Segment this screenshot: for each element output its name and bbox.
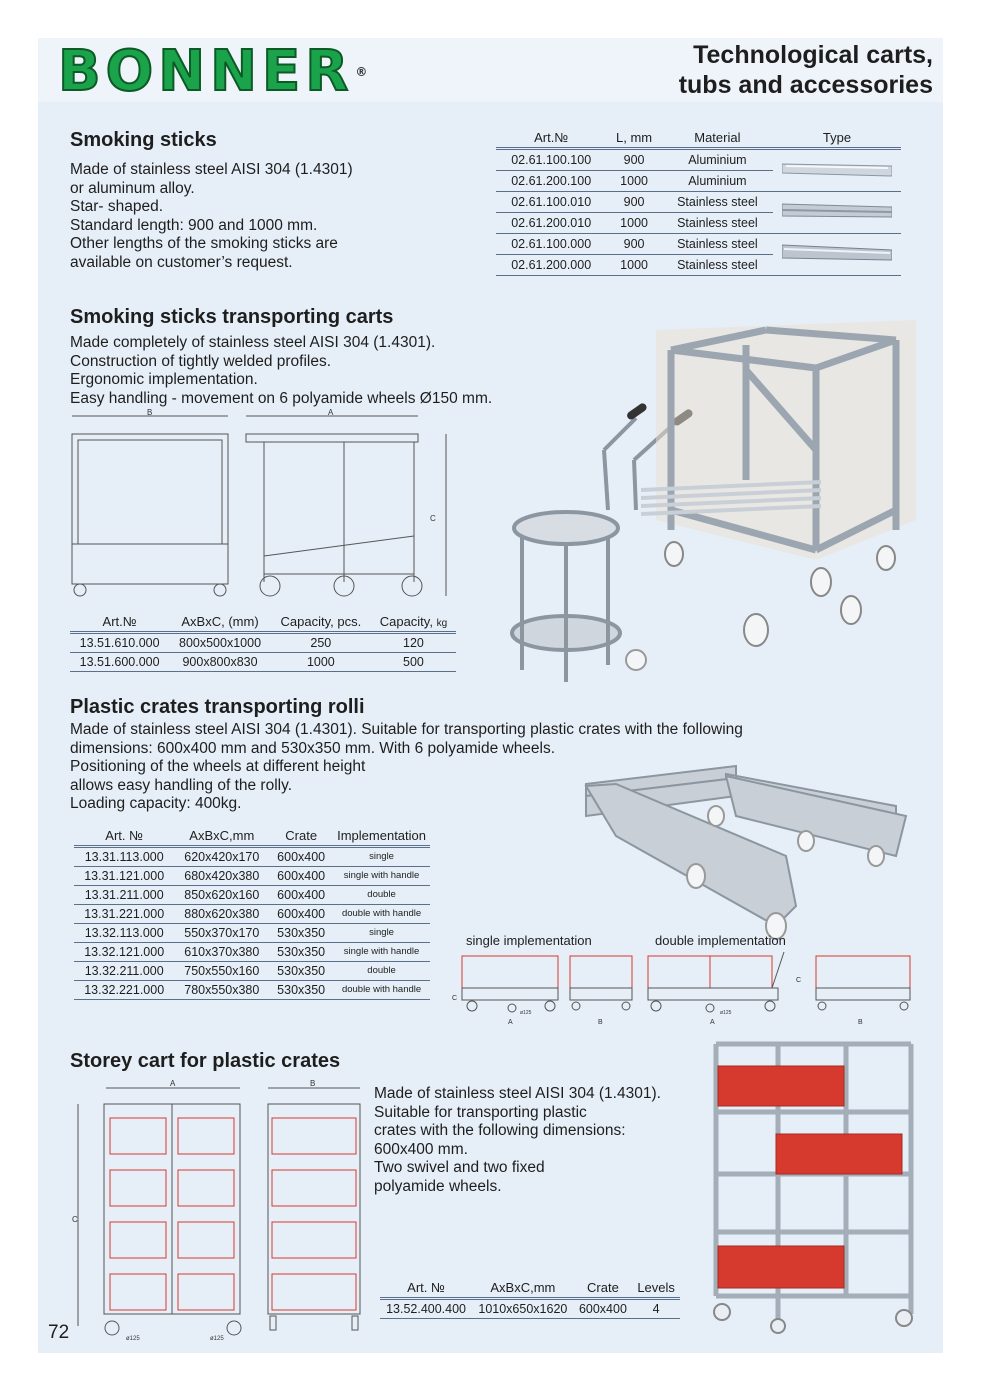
rolli-table — [74, 826, 430, 1000]
table-row: 02.61.100.100 900 Aluminium — [496, 149, 901, 171]
storey-cart-table — [380, 1278, 680, 1319]
table-header-row: Art. № AxBxC,mm Crate Implementation — [74, 826, 430, 847]
storey-cart-photo — [706, 1034, 916, 1334]
catalog-page — [38, 38, 943, 1353]
double-implementation-label: double implementation — [655, 933, 786, 948]
brand-logo: BONNER ® — [58, 39, 373, 104]
table-row: 13.51.600.000 900x800x830 1000 500 — [70, 653, 456, 672]
table-row: 13.32.221.000 780x550x380 530x350 double with handle — [74, 981, 430, 1000]
transport-carts-title: Smoking sticks transporting carts — [70, 306, 394, 328]
svg-text:ø125: ø125 — [520, 1010, 532, 1016]
smoking-sticks-table — [496, 128, 901, 276]
table-row: 13.31.211.000 850x620x160 600x400 double — [74, 886, 430, 905]
table-row: 13.31.121.000 680x420x380 600x400 single with handle — [74, 867, 430, 886]
table-row: 02.61.200.010 1000 Stainless steel — [496, 213, 901, 234]
col-length: L, mm — [606, 128, 661, 149]
table-row: 02.61.200.000 1000 Stainless steel — [496, 255, 901, 276]
table-row: 13.31.221.000 880x620x380 600x400 double with handle — [74, 905, 430, 924]
svg-text:C: C — [452, 995, 458, 1002]
transport-carts-photo — [476, 310, 936, 690]
header — [38, 38, 943, 102]
svg-text:C: C — [430, 514, 436, 523]
rolli-photo — [576, 756, 916, 956]
table-header-row: Art. № AxBxC,mm Crate Levels — [380, 1278, 680, 1299]
rolli-title: Plastic crates transporting rolli — [70, 696, 365, 718]
table-row: 02.61.100.000 900 Stainless steel — [496, 234, 901, 255]
storey-cart-drawing — [66, 1078, 366, 1346]
table-row: 13.52.400.400 1010x650x1620 600x400 4 — [380, 1299, 680, 1319]
svg-text:ø125: ø125 — [210, 1336, 224, 1342]
transport-carts-table — [70, 612, 456, 672]
table-row: 13.32.211.000 750x550x160 530x350 double — [74, 962, 430, 981]
col-material: Material — [662, 128, 773, 149]
table-row: 13.51.610.000 800x500x1000 250 120 — [70, 633, 456, 653]
svg-text:B: B — [147, 408, 153, 417]
table-row: 13.32.121.000 610x370x380 530x350 single with handle — [74, 943, 430, 962]
col-art: Art.№ — [496, 128, 606, 149]
steel-star-stick-icon — [782, 194, 892, 228]
table-row: 13.32.113.000 550x370x170 530x350 single — [74, 924, 430, 943]
svg-text:A: A — [710, 1019, 715, 1026]
col-type: Type — [773, 128, 901, 149]
table-row: 13.31.113.000 620x420x170 600x400 single — [74, 847, 430, 867]
storey-cart-title: Storey cart for plastic crates — [70, 1050, 341, 1072]
storey-cart-description: Made of stainless steel AISI 304 (1.4301). Suitable for transporting plastic crates with the following dimensions: 600x400 mm. Two swivel and two fixed polyamide wheels. — [374, 1085, 661, 1195]
smoking-sticks-description: Made of stainless steel AISI 304 (1.4301) or aluminum alloy. Star- shaped. Standard length: 900 and 1000 mm. Other lengths of the smoking sticks are available on customer’s request. — [70, 161, 353, 271]
svg-text:B: B — [310, 1079, 316, 1088]
transport-carts-description: Made completely of stainless steel AISI 304 (1.4301). Construction of tightly welded profiles. Ergonomic implementation. Easy handling - movement on 6 polyamide wheels Ø150 mm. — [70, 334, 493, 407]
steel-profile-stick-icon — [782, 236, 892, 270]
smoking-sticks-title: Smoking sticks — [70, 129, 217, 151]
single-implementation-label: single implementation — [466, 933, 592, 948]
svg-text:A: A — [170, 1079, 176, 1088]
svg-text:C: C — [72, 1215, 78, 1224]
aluminium-stick-icon — [782, 152, 892, 186]
svg-text:B: B — [858, 1019, 863, 1026]
svg-text:ø125: ø125 — [720, 1010, 732, 1016]
svg-text:C: C — [796, 977, 802, 984]
table-header-row — [496, 128, 901, 149]
table-row: 02.61.200.100 1000 Aluminium — [496, 171, 901, 192]
svg-text:A: A — [508, 1019, 513, 1026]
page-number: 72 — [48, 1322, 70, 1343]
svg-text:B: B — [598, 1019, 603, 1026]
transport-cart-drawing — [64, 406, 456, 606]
page-heading: Technological carts, tubs and accessories — [678, 41, 933, 99]
rolli-description: Made of stainless steel AISI 304 (1.4301). Suitable for transporting plastic crates with the following dimensions: 600x400 mm and 530x350 mm. With 6 polyamide wheels. Positioning of the wheels at different height allows easy handling of the rolly. Loading capacity: 400kg. — [70, 721, 743, 812]
svg-text:A: A — [328, 408, 334, 417]
table-header-row: Art.№ AxBxC, (mm) Capacity, pcs. Capacity, kg — [70, 612, 456, 633]
table-row: 02.61.100.010 900 Stainless steel — [496, 192, 901, 213]
rolli-drawings — [448, 948, 918, 1030]
svg-text:ø125: ø125 — [126, 1336, 140, 1342]
